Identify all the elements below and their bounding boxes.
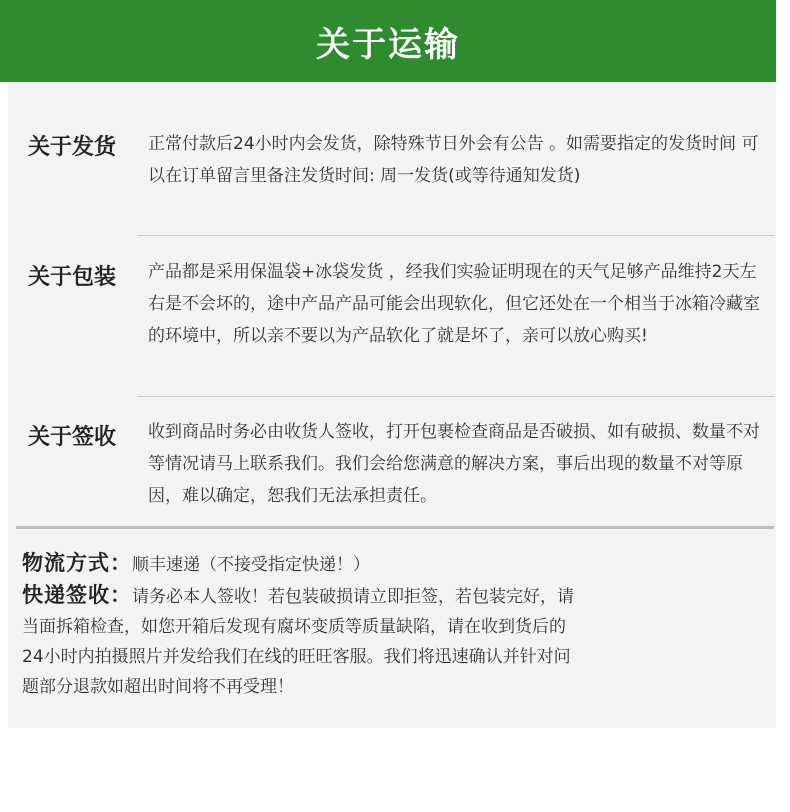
- divider: [138, 396, 774, 397]
- page-title: 关于运输: [316, 24, 460, 65]
- delivery-line-2: 当面拆箱检查，如您开箱后发现有腐坏变质等质量缺陷，请在收到货后的: [22, 617, 566, 637]
- divider-thick: [16, 526, 774, 529]
- delivery-text-1: 请务必本人签收！若包装破损请立即拒签，若包装完好，请: [132, 587, 574, 607]
- section-text-shipping: 正常付款后24小时内会发货，除特殊节日外会有公告 。如需要指定的发货时间 可以在订单留言里备注发货时间: 周一发货(或等待通知发货): [148, 134, 759, 186]
- section-text-packaging: 产品都是采用保温袋+冰袋发货 ，经我们实验证明现在的天气足够产品维持2天左右是不会坏的，途中产品产品可能会出现软化，但它还处在一个相当于冰箱冷藏室的环境中，所以亲不要以为产品软化了就是坏了，亲可以放心购买!: [148, 262, 760, 346]
- section-label-receipt: 关于签收: [28, 425, 117, 450]
- section-label-packaging: 关于包装: [28, 265, 117, 290]
- divider: [138, 235, 774, 236]
- delivery-label: 快递签收：: [22, 583, 132, 607]
- logistics-label: 物流方式：: [22, 551, 132, 575]
- page-header: [0, 0, 776, 82]
- delivery-line-1: [22, 580, 772, 612]
- logistics-block: [22, 548, 772, 702]
- section-text-receipt: 收到商品时务必由收货人签收，打开包裹检查商品是否破损、如有破损、数量不对等情况请马上联系我们。我们会给您满意的解决方案，事后出现的数量不对等原因，难以确定，恕我们无法承担责任。: [148, 422, 760, 506]
- section-label-shipping: 关于发货: [28, 135, 117, 160]
- delivery-line-4: 题部分退款如超出时间将不再受理！: [22, 677, 294, 697]
- logistics-line: [22, 548, 772, 580]
- logistics-value: 顺丰速递（不接受指定快递！）: [132, 555, 370, 575]
- delivery-line-3: 24小时内拍摄照片并发给我们在线的旺旺客服。我们将迅速确认并针对问: [22, 647, 571, 667]
